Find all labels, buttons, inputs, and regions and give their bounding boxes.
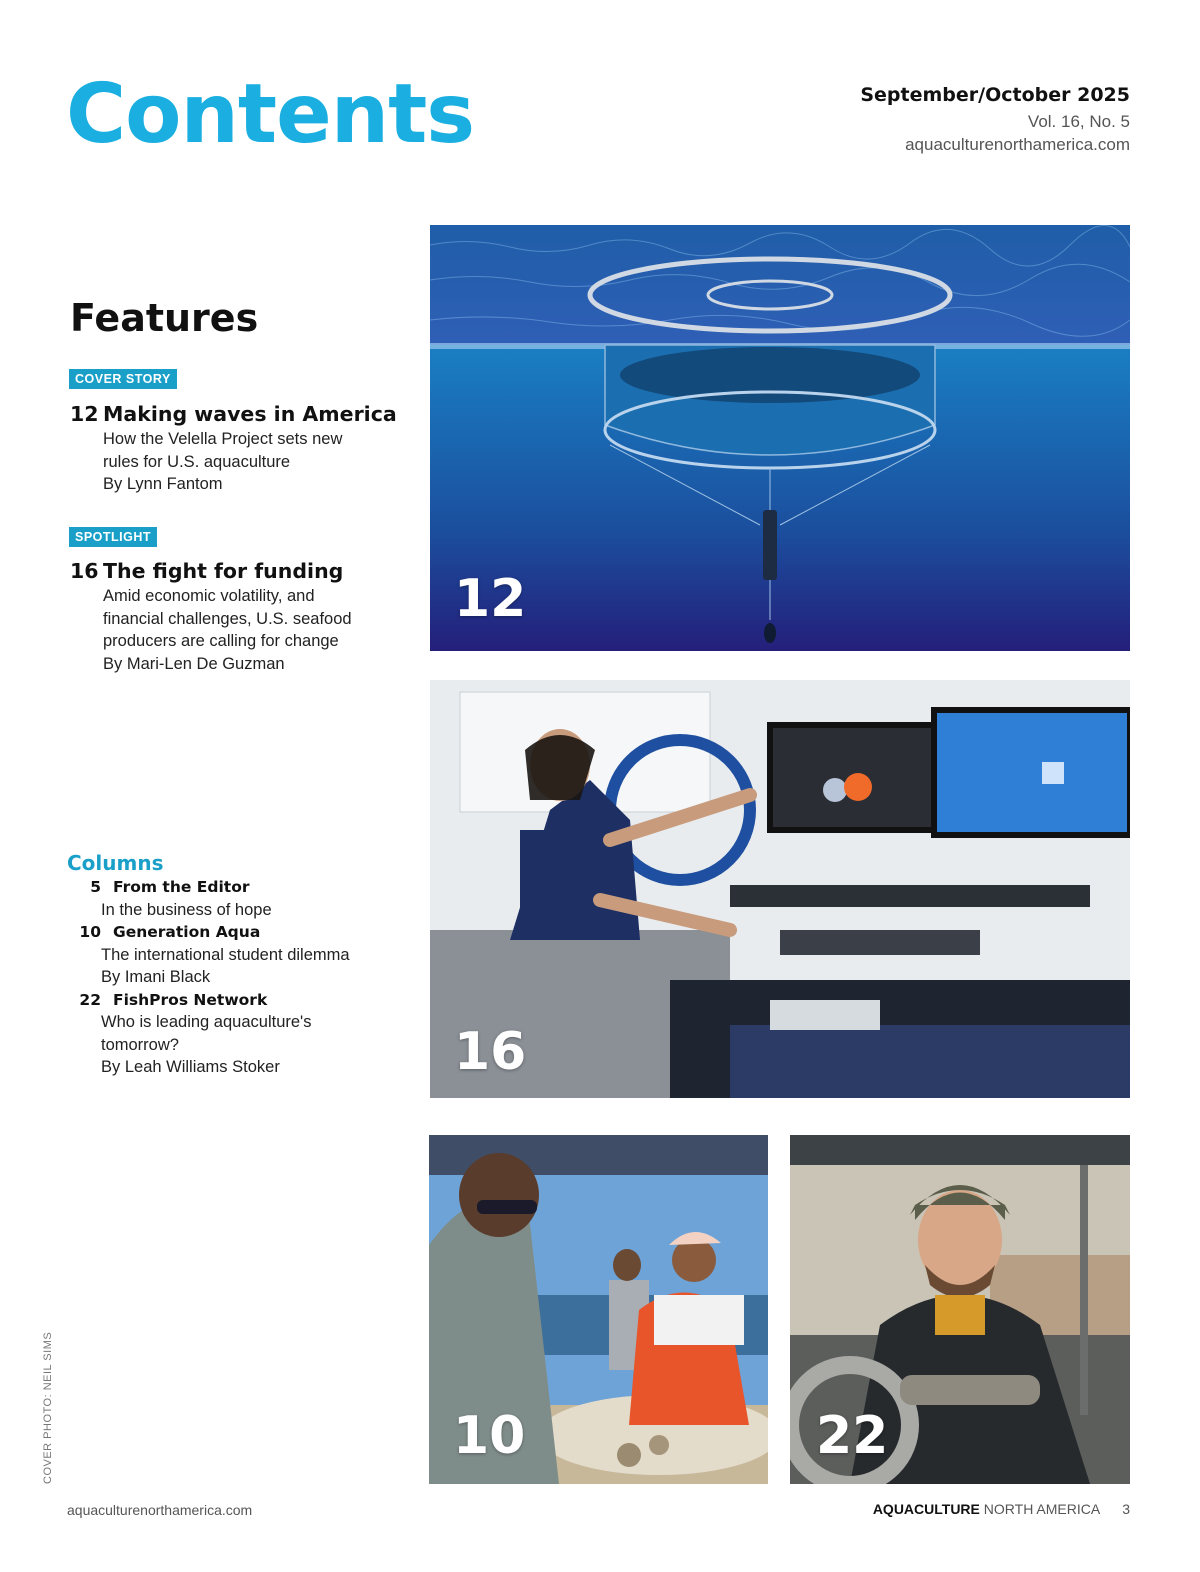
column-line: The international student dilemma	[101, 945, 350, 964]
column-line: In the business of hope	[101, 900, 272, 919]
column-page-number: 10	[79, 923, 101, 941]
column-line: tomorrow?	[101, 1035, 179, 1054]
fish-pen-illustration	[430, 225, 1130, 651]
issue-date: September/October 2025	[860, 84, 1130, 106]
column-byline: By Imani Black	[101, 968, 211, 986]
feature-page-number: 12	[70, 402, 99, 426]
photo-oyster-workers[interactable]	[429, 1135, 768, 1484]
column-title: From the Editor	[113, 878, 250, 896]
feature-line: financial challenges, U.S. seafood	[103, 609, 352, 628]
column-page-number: 5	[90, 878, 101, 896]
feature-byline: By Lynn Fantom	[103, 475, 223, 493]
feature-line: How the Velella Project sets new	[103, 430, 343, 448]
column-title: Generation Aqua	[113, 923, 261, 941]
columns-heading: Columns	[67, 851, 164, 875]
photo-page-number: 22	[816, 1406, 889, 1466]
column-title: FishPros Network	[113, 990, 268, 1009]
feature-byline: By Mari-Len De Guzman	[103, 654, 285, 673]
feature-title: The fight for funding	[103, 559, 344, 583]
issue-url[interactable]: aquaculturenorthamerica.com	[905, 135, 1130, 154]
feature-title: Making waves in America	[103, 402, 397, 426]
photo-page-number: 12	[454, 569, 527, 629]
footer-brand-bold: AQUACULTURE	[872, 1501, 980, 1517]
photo-fish-pen[interactable]	[430, 225, 1130, 651]
feature-description	[103, 428, 400, 496]
photo-page-number: 16	[454, 1022, 527, 1082]
photo-page-number: 10	[453, 1406, 526, 1466]
footer-brand	[873, 1501, 1130, 1517]
footer-page-number: 3	[1122, 1501, 1130, 1517]
column-line: Who is leading aquaculture's	[101, 1013, 312, 1031]
spotlight-tag: SPOTLIGHT	[69, 527, 157, 547]
issue-volume: Vol. 16, No. 5	[1027, 112, 1130, 131]
feature-description	[103, 585, 400, 675]
feature-item-cover-story[interactable]	[70, 402, 400, 496]
columns-list	[67, 876, 407, 1079]
lab-scene-illustration	[430, 680, 1130, 1098]
column-item-fishpros[interactable]	[67, 989, 407, 1079]
issue-info	[860, 84, 1130, 155]
column-byline: By Leah Williams Stoker	[101, 1058, 280, 1076]
features-heading: Features	[70, 296, 259, 340]
cover-photo-credit: COVER PHOTO: NEIL SIMS	[42, 1331, 54, 1484]
column-item-editor[interactable]	[67, 876, 407, 921]
feature-item-spotlight[interactable]	[70, 559, 400, 675]
feature-line: rules for U.S. aquaculture	[103, 452, 291, 471]
photo-lab-researcher[interactable]	[430, 680, 1130, 1098]
photo-fisherman[interactable]	[790, 1135, 1130, 1484]
cover-story-tag: COVER STORY	[69, 369, 177, 389]
column-item-generation-aqua[interactable]	[67, 921, 407, 989]
feature-page-number: 16	[70, 559, 99, 583]
feature-line: Amid economic volatility, and	[103, 587, 315, 605]
page-title: Contents	[66, 67, 475, 162]
column-page-number: 22	[79, 990, 101, 1009]
footer-brand-light: NORTH AMERICA	[979, 1501, 1101, 1517]
footer-url[interactable]: aquaculturenorthamerica.com	[67, 1502, 253, 1518]
feature-line: producers are calling for change	[103, 632, 339, 650]
